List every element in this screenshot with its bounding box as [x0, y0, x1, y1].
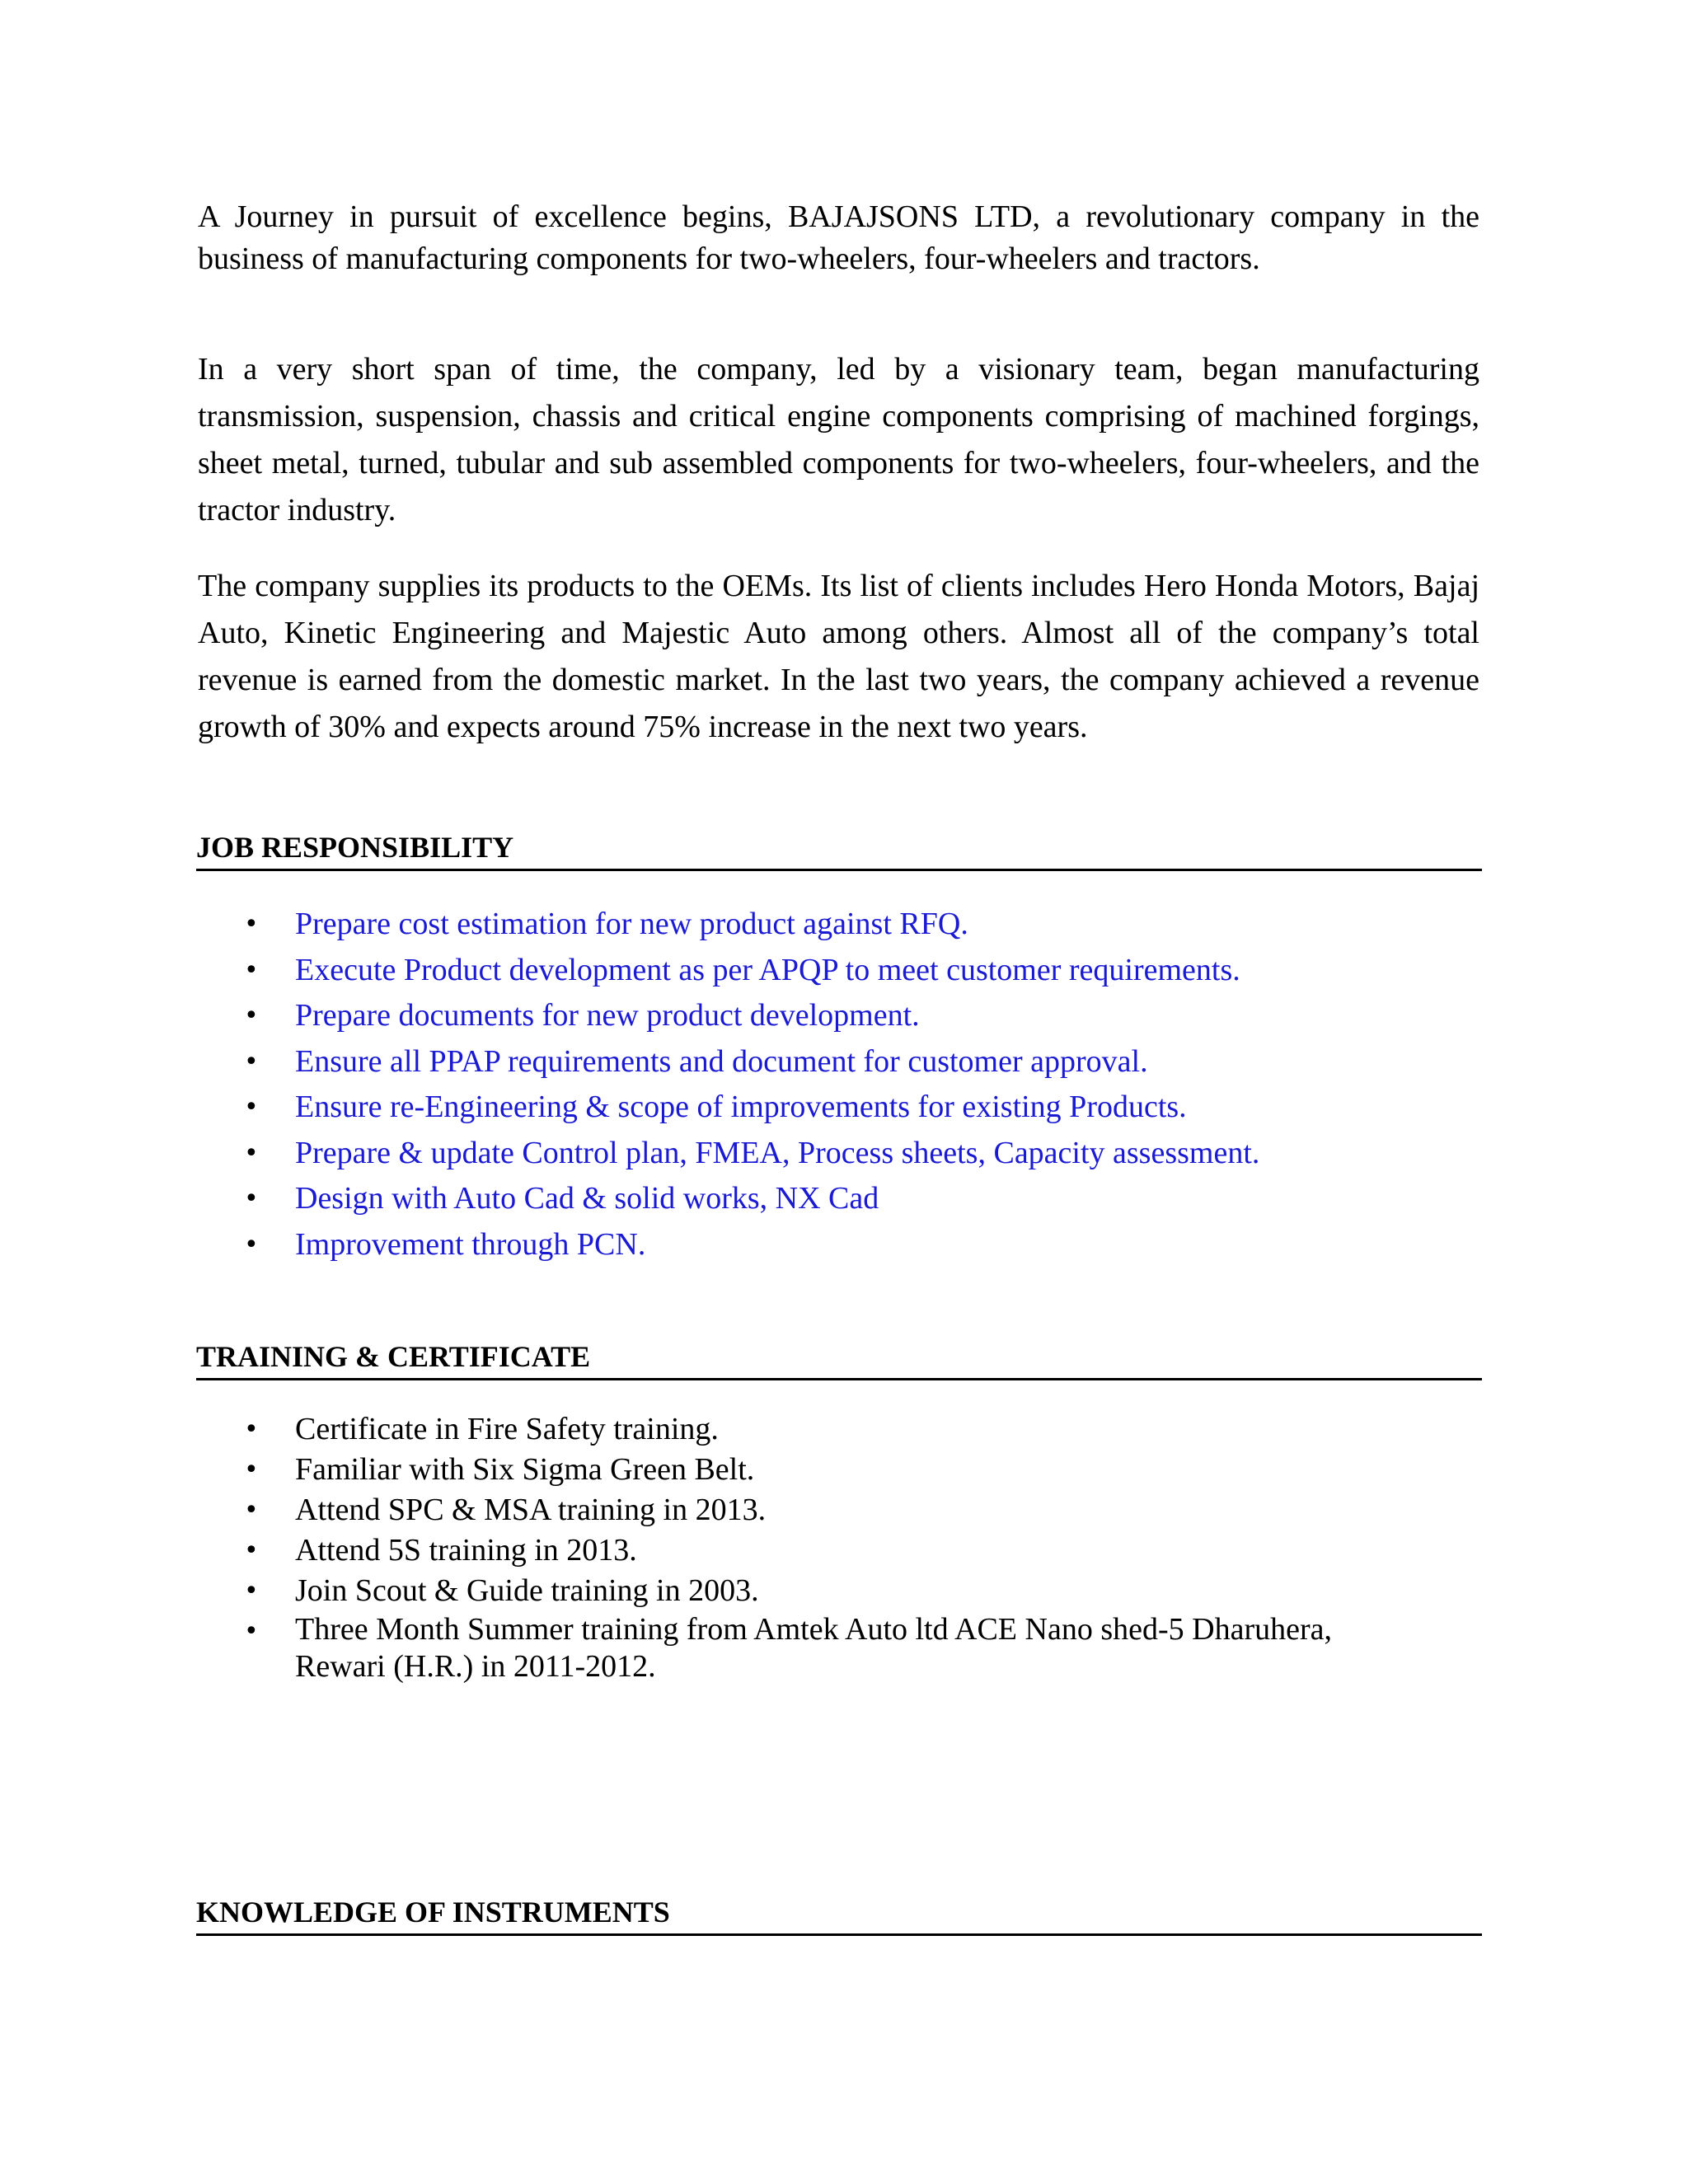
list-item-text: Prepare cost estimation for new product against RFQ. [295, 907, 968, 941]
list-item-text: Improvement through PCN. [295, 1226, 646, 1262]
list-item-text: Execute Product development as per APQP to meet customer requirements. [295, 952, 1240, 987]
list-item-text: Three Month Summer training from Amtek Auto ltd ACE Nano shed-5 Dharuhera, Rewari (H.R.) in 2011-2012. [295, 1612, 1332, 1684]
job-responsibility-list [0, 902, 1367, 1268]
bullet-icon: • [244, 1184, 259, 1213]
list-item-text: Design with Auto Cad & solid works, NX Cad [295, 1181, 879, 1216]
list-item [0, 993, 1367, 1039]
list-item [0, 1450, 1367, 1490]
list-item-text: Attend SPC & MSA training in 2013. [295, 1493, 767, 1527]
intro-paragraph-2: In a very short span of time, the company, led by a visionary team, began manufacturing transmission, suspension, chassis and critical engine components comprising of machined forgings, sheet metal, turned, tubular and sub assembled components for two-wheelers, four-wheelers, and the tractor industry. [198, 352, 1479, 527]
list-item [0, 1222, 1367, 1268]
list-item [0, 902, 1367, 948]
bullet-icon: • [244, 1415, 259, 1444]
bullet-icon: • [244, 1093, 259, 1122]
list-item [0, 1039, 1367, 1085]
bullet-icon: • [244, 910, 259, 939]
bullet-icon: • [244, 1455, 259, 1484]
bullet-icon: • [244, 1617, 259, 1646]
list-item [0, 1611, 1367, 1685]
list-item [0, 1571, 1367, 1611]
training-certificate-list [0, 1409, 1367, 1685]
bullet-icon: • [244, 1496, 259, 1525]
list-item-text: Familiar with Six Sigma Green Belt. [295, 1452, 755, 1487]
list-item-text: Ensure all PPAP requirements and document for customer approval. [295, 1043, 1148, 1079]
bullet-icon: • [244, 1577, 259, 1605]
knowledge-of-instruments-heading: KNOWLEDGE OF INSTRUMENTS [196, 1894, 1482, 1936]
bullet-icon: • [244, 955, 259, 985]
list-item-text: Join Scout & Guide training in 2003. [295, 1573, 759, 1608]
list-item-text: Ensure re-Engineering & scope of improvements for existing Products. [295, 1090, 1187, 1124]
list-item [0, 1085, 1367, 1131]
training-certificate-heading: TRAINING & CERTIFICATE [196, 1338, 1482, 1380]
list-item [0, 1409, 1367, 1450]
bullet-icon: • [244, 1001, 259, 1030]
list-item-text: Certificate in Fire Safety training. [295, 1412, 719, 1446]
list-item-text: Attend 5S training in 2013. [295, 1533, 637, 1568]
list-item-text: Prepare documents for new product development. [295, 998, 920, 1033]
list-item-text: Prepare & update Control plan, FMEA, Process sheets, Capacity assessment. [295, 1135, 1260, 1170]
list-item [0, 1131, 1367, 1177]
list-item [0, 1490, 1367, 1530]
list-item [0, 1176, 1367, 1222]
intro-paragraph-1: A Journey in pursuit of excellence begins, BAJAJSONS LTD, a revolutionary company in the business of manufacturing components for two-wheelers, four-wheelers and tractors. [198, 199, 1479, 276]
bullet-icon: • [244, 1047, 259, 1076]
bullet-icon: • [244, 1536, 259, 1565]
intro-paragraph-3: The company supplies its products to the OEMs. Its list of clients includes Hero Honda Motors, Bajaj Auto, Kinetic Engineering and Majestic Auto among others. Almost all of the company’s total revenue is earned from the domestic market. In the last two years, the company achieved a revenue growth of 30% and expects around 75% increase in the next two years. [198, 569, 1479, 744]
bullet-icon: • [244, 1230, 259, 1259]
list-item [0, 948, 1367, 994]
list-item [0, 1530, 1367, 1571]
job-responsibility-heading: JOB RESPONSIBILITY [196, 829, 1482, 871]
bullet-icon: • [244, 1138, 259, 1168]
